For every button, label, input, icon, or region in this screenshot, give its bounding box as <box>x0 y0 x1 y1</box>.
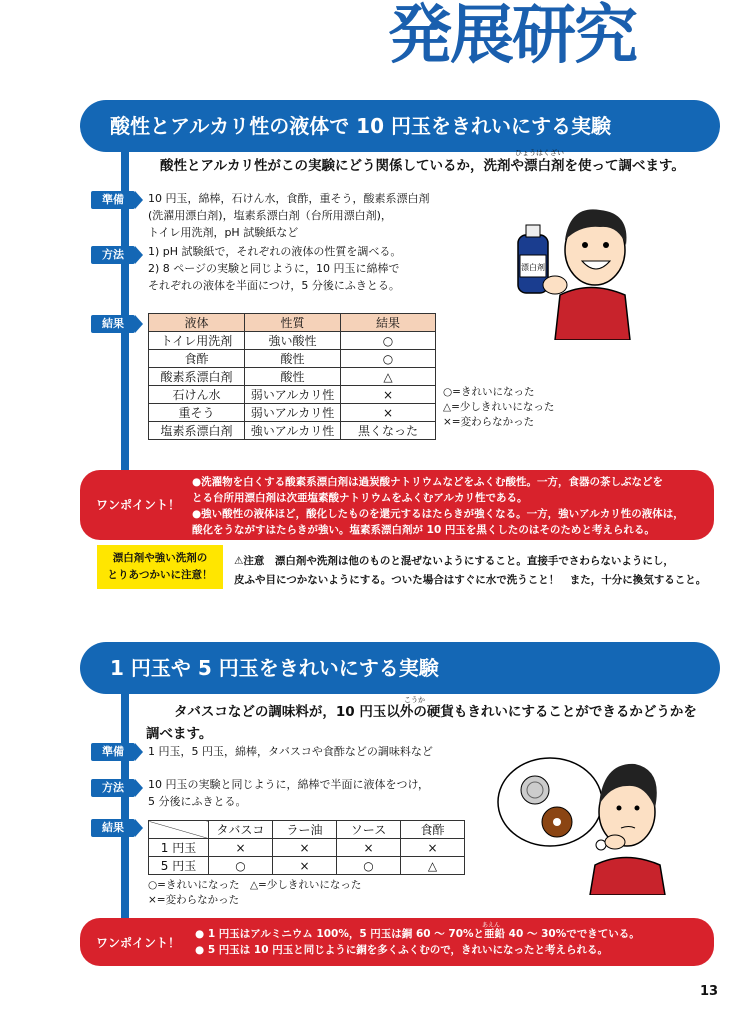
page-title: 発展研究 <box>388 0 636 73</box>
table-cell <box>149 821 209 839</box>
legend-2: ○=きれいになった △=少しきれいになった ×=変わらなかった <box>148 879 362 906</box>
prep-text-2: 1 円玉，5 円玉，綿棒，タバスコや食酢などの調味料など <box>148 745 433 758</box>
boy-with-bottle-illustration <box>500 195 640 340</box>
table-cell: × <box>401 839 465 857</box>
table-cell: 強い酸性 <box>245 332 341 350</box>
section2-intro: タバスコなどの調味料が，10 円玉以外の硬貨もきれいにすることができるかどうかを 調べます。 <box>146 704 697 742</box>
table-cell: × <box>341 404 436 422</box>
table-cell: 5 円玉 <box>149 857 209 875</box>
prep-tag-1: 準備 <box>91 191 135 209</box>
table-row <box>149 332 436 350</box>
table-cell: × <box>337 839 401 857</box>
table-row <box>149 404 436 422</box>
table-cell: 弱いアルカリ性 <box>245 404 341 422</box>
table-cell: ソース <box>337 821 401 839</box>
table-cell: 石けん水 <box>149 386 245 404</box>
legend-1: ○=きれいになった △=少しきれいになった ×=変わらなかった <box>443 386 555 428</box>
table-cell: △ <box>341 368 436 386</box>
section2-title-banner: 1 円玉や 5 円玉をきれいにする実験 <box>80 642 720 694</box>
result-tag-1: 結果 <box>91 315 135 333</box>
table-cell: トイレ用洗剤 <box>149 332 245 350</box>
table-row <box>149 839 465 857</box>
table-cell: ○ <box>341 350 436 368</box>
table-cell: タバスコ <box>209 821 273 839</box>
table-cell: 性質 <box>245 314 341 332</box>
table-row <box>149 857 465 875</box>
table-cell: ラー油 <box>273 821 337 839</box>
method-tag-2: 方法 <box>91 779 135 797</box>
table-cell: 黒くなった <box>341 422 436 440</box>
table-cell: 強いアルカリ性 <box>245 422 341 440</box>
onepoint-box-1 <box>80 470 714 540</box>
table-cell: × <box>273 839 337 857</box>
method-text-2: 10 円玉の実験と同じように，綿棒で半面に液体をつけ， 5 分後にふきとる。 <box>148 778 430 808</box>
table-cell: 塩素系漂白剤 <box>149 422 245 440</box>
onepoint-text-2: ● 1 円玉はアルミニウム 100%，5 円玉は銅 60 〜 70%と亜鉛 40 〜 30%でできている。 ● 5 円玉は 10 円玉と同じように銅を多くふくむので，きれいになったと考えられる。 <box>195 928 640 956</box>
table-cell: 弱いアルカリ性 <box>245 386 341 404</box>
onepoint2-ruby: あえん <box>482 922 501 929</box>
prep-text-1: 10 円玉，綿棒，石けん水，食酢，重そう，酸素系漂白剤 (洗濯用漂白剤)，塩素系漂白剤（台所用漂白剤)， トイレ用洗剤，pH 試験紙など <box>148 192 430 239</box>
thinking-boy-illustration <box>495 750 670 895</box>
table-row <box>149 350 436 368</box>
table-cell: × <box>341 386 436 404</box>
table-cell: 結果 <box>341 314 436 332</box>
table-cell: 酸素系漂白剤 <box>149 368 245 386</box>
table-cell: ○ <box>337 857 401 875</box>
section1-intro: 酸性とアルカリ性がこの実験にどう関係しているか，洗剤や漂白剤を使って調べます。 <box>160 158 685 174</box>
method-tag-1: 方法 <box>91 246 135 264</box>
method-text-1: 1) pH 試験紙で，それぞれの液体の性質を調べる。 2) 8 ページの実験と同じように，10 円玉に綿棒で それぞれの液体を半面につけ，5 分後にふきとる。 <box>148 245 402 292</box>
table-header-row <box>149 314 436 332</box>
table-cell: 食酢 <box>401 821 465 839</box>
table-header-row <box>149 821 465 839</box>
bottle-label: 漂白剤 <box>521 263 545 272</box>
onepoint-label-2: ワンポイント！ <box>96 936 181 950</box>
table-cell: 食酢 <box>149 350 245 368</box>
table-cell: × <box>273 857 337 875</box>
onepoint-box-2 <box>80 918 714 966</box>
table-cell: 酸性 <box>245 350 341 368</box>
warning-box: 漂白剤や強い洗剤の とりあつかいに注意！ <box>97 545 223 589</box>
table-cell: ○ <box>341 332 436 350</box>
section2-vertical-line <box>121 688 129 928</box>
table-cell: 1 円玉 <box>149 839 209 857</box>
table-row <box>149 422 436 440</box>
warning-text: ⚠注意 漂白剤や洗剤は他のものと混ぜないようにすること。直接手でさわらないようにし， 皮ふや目につかないようにする。ついた場合はすぐに水で洗うこと！ また，十分に換気すること。 <box>234 555 707 586</box>
table-cell: × <box>209 839 273 857</box>
table-cell: 液体 <box>149 314 245 332</box>
table-row <box>149 368 436 386</box>
onepoint-label-1: ワンポイント！ <box>96 498 181 512</box>
table-cell: 酸性 <box>245 368 341 386</box>
page-number: 13 <box>700 984 719 999</box>
results-table-1 <box>148 313 436 440</box>
section1-title-banner: 酸性とアルカリ性の液体で 10 円玉をきれいにする実験 <box>80 100 720 152</box>
intro2-ruby: こうか <box>404 696 425 704</box>
intro1-ruby: ひょうはくざい <box>515 149 564 157</box>
table-cell: △ <box>401 857 465 875</box>
onepoint-text-1: ●洗濯物を白くする酸素系漂白剤は過炭酸ナトリウムなどをふくむ酸性。一方，食器の茶しぶなどを とる台所用漂白剤は次亜塩素酸ナトリウムをふくむアルカリ性である。 ●強い酸性の液体ほど，酸化したものを還元するはたらきが強くなる。一方，強いアルカリ性の液体は， 酸化をうながすはたらきが強い。塩素系漂白剤が 10 円玉を黒くしたのはそのためと考えられる。 <box>192 476 684 536</box>
table-row <box>149 386 436 404</box>
results-table-2 <box>148 820 465 875</box>
table-cell: 重そう <box>149 404 245 422</box>
prep-tag-2: 準備 <box>91 743 135 761</box>
table-cell: ○ <box>209 857 273 875</box>
result-tag-2: 結果 <box>91 819 135 837</box>
